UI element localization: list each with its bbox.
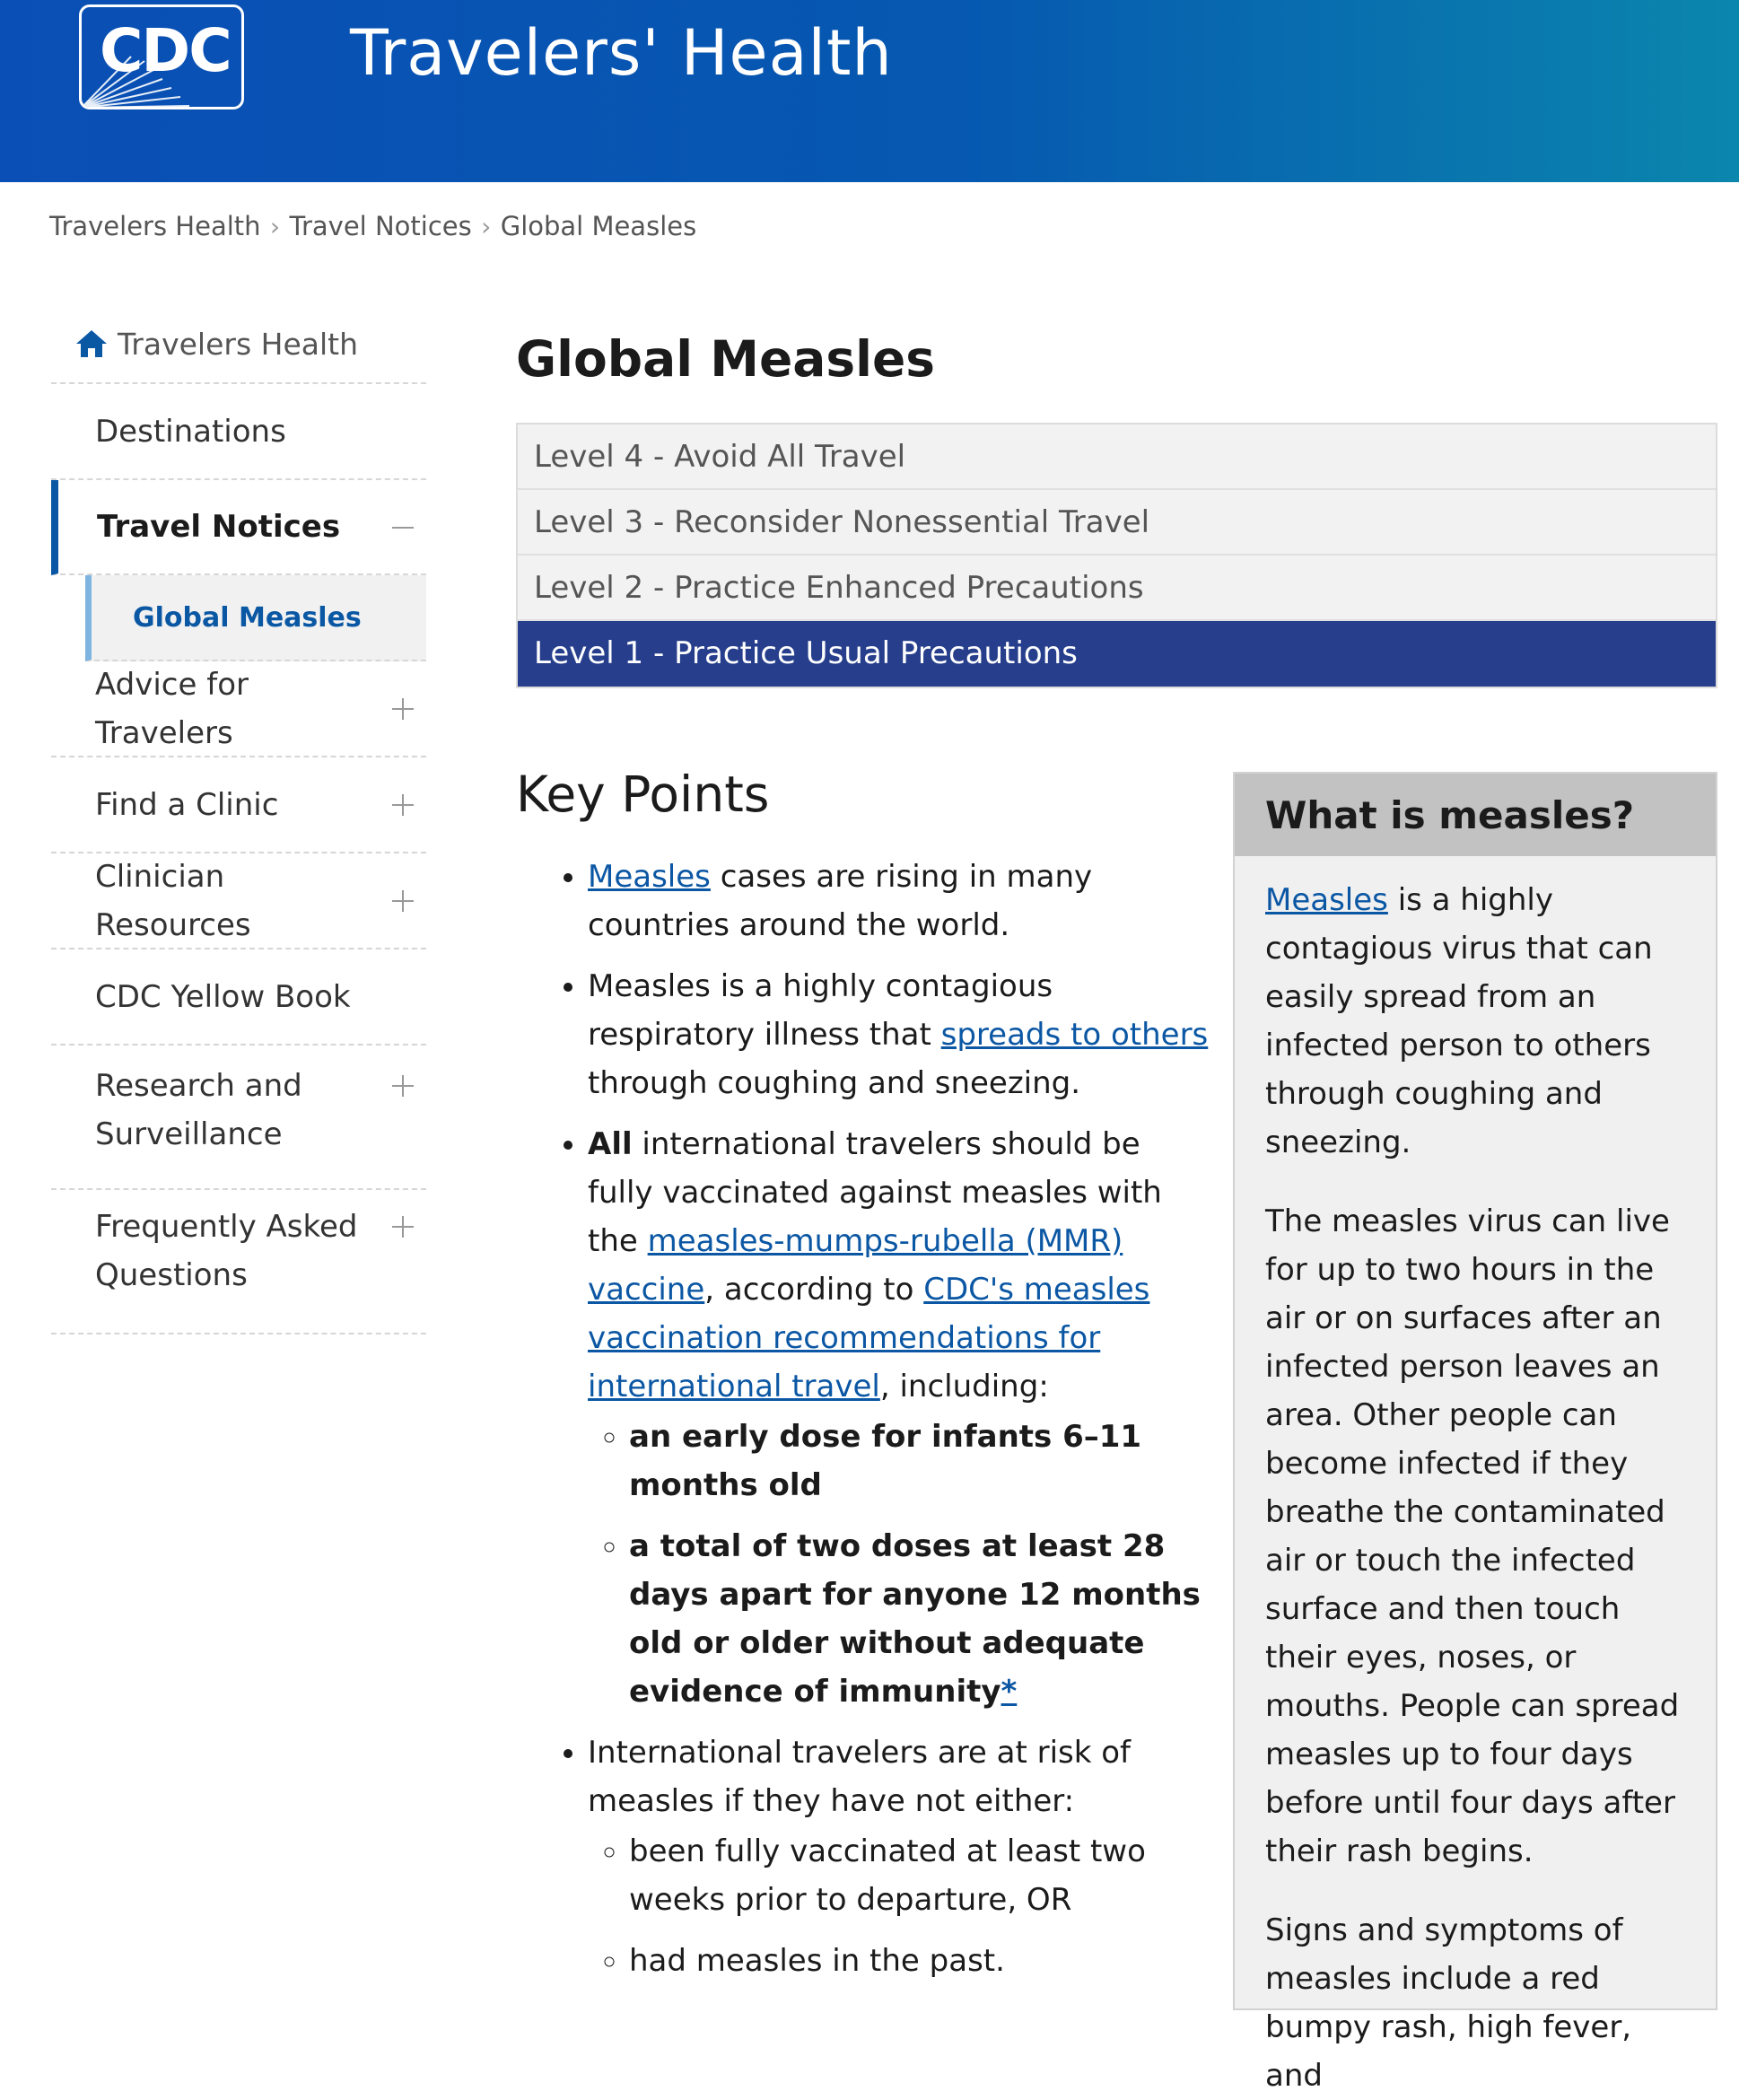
- sidebar-item-label: CDC Yellow Book: [95, 978, 351, 1015]
- breadcrumb-current: Global Measles: [500, 211, 697, 241]
- collapse-icon[interactable]: [392, 517, 414, 538]
- site-header: [0, 0, 1739, 182]
- level-4: Level 4 - Avoid All Travel: [518, 424, 1716, 490]
- text: an early dose for infants 6–11 months old: [629, 1419, 1142, 1503]
- text: been fully vaccinated at least two weeks prior to departure, OR: [629, 1833, 1146, 1918]
- mmr-vaccine-link[interactable]: measles-mumps-rubella (MMR) vaccine: [588, 1223, 1123, 1308]
- footnote-link[interactable]: *: [1001, 1674, 1018, 1710]
- level-3: Level 3 - Reconsider Nonessential Travel: [518, 490, 1716, 556]
- level-2: Level 2 - Practice Enhanced Precautions: [518, 556, 1716, 621]
- text: cases are rising in many countries around the world.: [588, 859, 1093, 943]
- sidebar-item-travel-notices[interactable]: [51, 480, 426, 575]
- sidebar-item-find-a-clinic[interactable]: [51, 757, 426, 853]
- sidebar-nav: [51, 305, 426, 1334]
- callout-title: What is measles?: [1235, 774, 1716, 856]
- sidebar-home-label: Travelers Health: [118, 326, 359, 362]
- what-is-measles-callout: [1233, 772, 1717, 2094]
- text: international travelers should be fully vaccinated against measles with the: [588, 1126, 1162, 1259]
- key-points-heading: Key Points: [516, 766, 770, 823]
- cdc-logo[interactable]: [79, 4, 244, 109]
- sidebar-item-label: Global Measles: [133, 601, 362, 634]
- level-1-active: Level 1 - Practice Usual Precautions: [518, 621, 1716, 687]
- measles-link[interactable]: Measles: [588, 859, 711, 895]
- callout-paragraph: [1265, 876, 1692, 1167]
- text: , including:: [879, 1369, 1049, 1404]
- home-icon: [74, 328, 109, 359]
- sidebar-item-advice-for-travelers[interactable]: [51, 661, 426, 757]
- page-title: Global Measles: [516, 330, 936, 388]
- sidebar-item-faq[interactable]: [51, 1190, 426, 1334]
- site-title[interactable]: Travelers' Health: [350, 16, 893, 90]
- list-item: [629, 1937, 1211, 1985]
- sidebar-item-label: Frequently Asked Questions: [95, 1209, 358, 1293]
- sidebar-item-cdc-yellow-book[interactable]: [51, 949, 426, 1046]
- list-item: [588, 853, 1211, 949]
- sidebar-home[interactable]: [51, 305, 426, 384]
- text: through coughing and sneezing.: [588, 1065, 1081, 1101]
- breadcrumb-travelers-health[interactable]: Travelers Health: [49, 211, 261, 241]
- chevron-right-icon: ›: [481, 211, 492, 241]
- sidebar-item-research-and-surveillance[interactable]: [51, 1046, 426, 1190]
- text: International travelers are at risk of measles if they have not either:: [588, 1735, 1132, 1819]
- sidebar-subitem-global-measles[interactable]: [85, 575, 426, 661]
- sidebar-item-label: Travel Notices: [97, 509, 341, 545]
- expand-icon[interactable]: [392, 1216, 414, 1238]
- travel-levels: [516, 423, 1717, 688]
- sidebar-item-label: Research and Surveillance: [95, 1068, 302, 1152]
- expand-icon[interactable]: [392, 890, 414, 912]
- sidebar-item-destinations[interactable]: [51, 384, 426, 480]
- list-item: [629, 1827, 1211, 1924]
- list-item: [629, 1522, 1211, 1716]
- text: All: [588, 1126, 633, 1162]
- expand-icon[interactable]: [392, 794, 414, 816]
- text: Measles is a highly contagious respiratory illness that: [588, 968, 1053, 1053]
- list-item: [588, 962, 1211, 1107]
- text: a total of two doses at least 28 days apart for anyone 12 months old or older without adequate evidence of immunity: [629, 1528, 1201, 1710]
- text: is a highly contagious virus that can easily spread from an infected person to others through coughing and sneezing.: [1265, 882, 1653, 1160]
- sidebar-item-clinician-resources[interactable]: [51, 853, 426, 949]
- key-points-list: [516, 853, 1211, 1998]
- sidebar-item-label: Clinician Resources: [95, 858, 251, 943]
- breadcrumb-travel-notices[interactable]: Travel Notices: [289, 211, 472, 241]
- callout-body: [1235, 856, 1716, 2100]
- sidebar-item-label: Destinations: [95, 413, 286, 450]
- callout-paragraph: The measles virus can live for up to two hours in the air or on surfaces after an infected person leaves an area. Other people can become infected if they breathe the contaminated air or touch the infected surface and then touch their eyes, noses, or mouths. People can spread measles up to four days before until four days after their rash begins.: [1265, 1203, 1680, 1869]
- vaccination-recommendations-link[interactable]: CDC's measles vaccination recommendations for international travel: [588, 1272, 1150, 1404]
- list-item: [588, 1120, 1211, 1716]
- expand-icon[interactable]: [392, 698, 414, 720]
- chevron-right-icon: ›: [269, 211, 281, 241]
- callout-paragraph: Signs and symptoms of measles include a red bumpy rash, high fever, and: [1265, 1912, 1632, 2094]
- measles-link[interactable]: Measles: [1265, 882, 1388, 918]
- spreads-to-others-link[interactable]: spreads to others: [940, 1017, 1209, 1053]
- logo-text: CDC: [100, 16, 231, 85]
- sidebar-item-label: Find a Clinic: [95, 786, 279, 823]
- text: , according to: [704, 1272, 924, 1308]
- list-item: [588, 1728, 1211, 1985]
- breadcrumb: [49, 208, 696, 244]
- text: had measles in the past.: [629, 1943, 1005, 1979]
- sidebar-item-label: Advice for Travelers: [95, 666, 249, 751]
- expand-icon[interactable]: [392, 1075, 414, 1097]
- list-item: [629, 1413, 1211, 1509]
